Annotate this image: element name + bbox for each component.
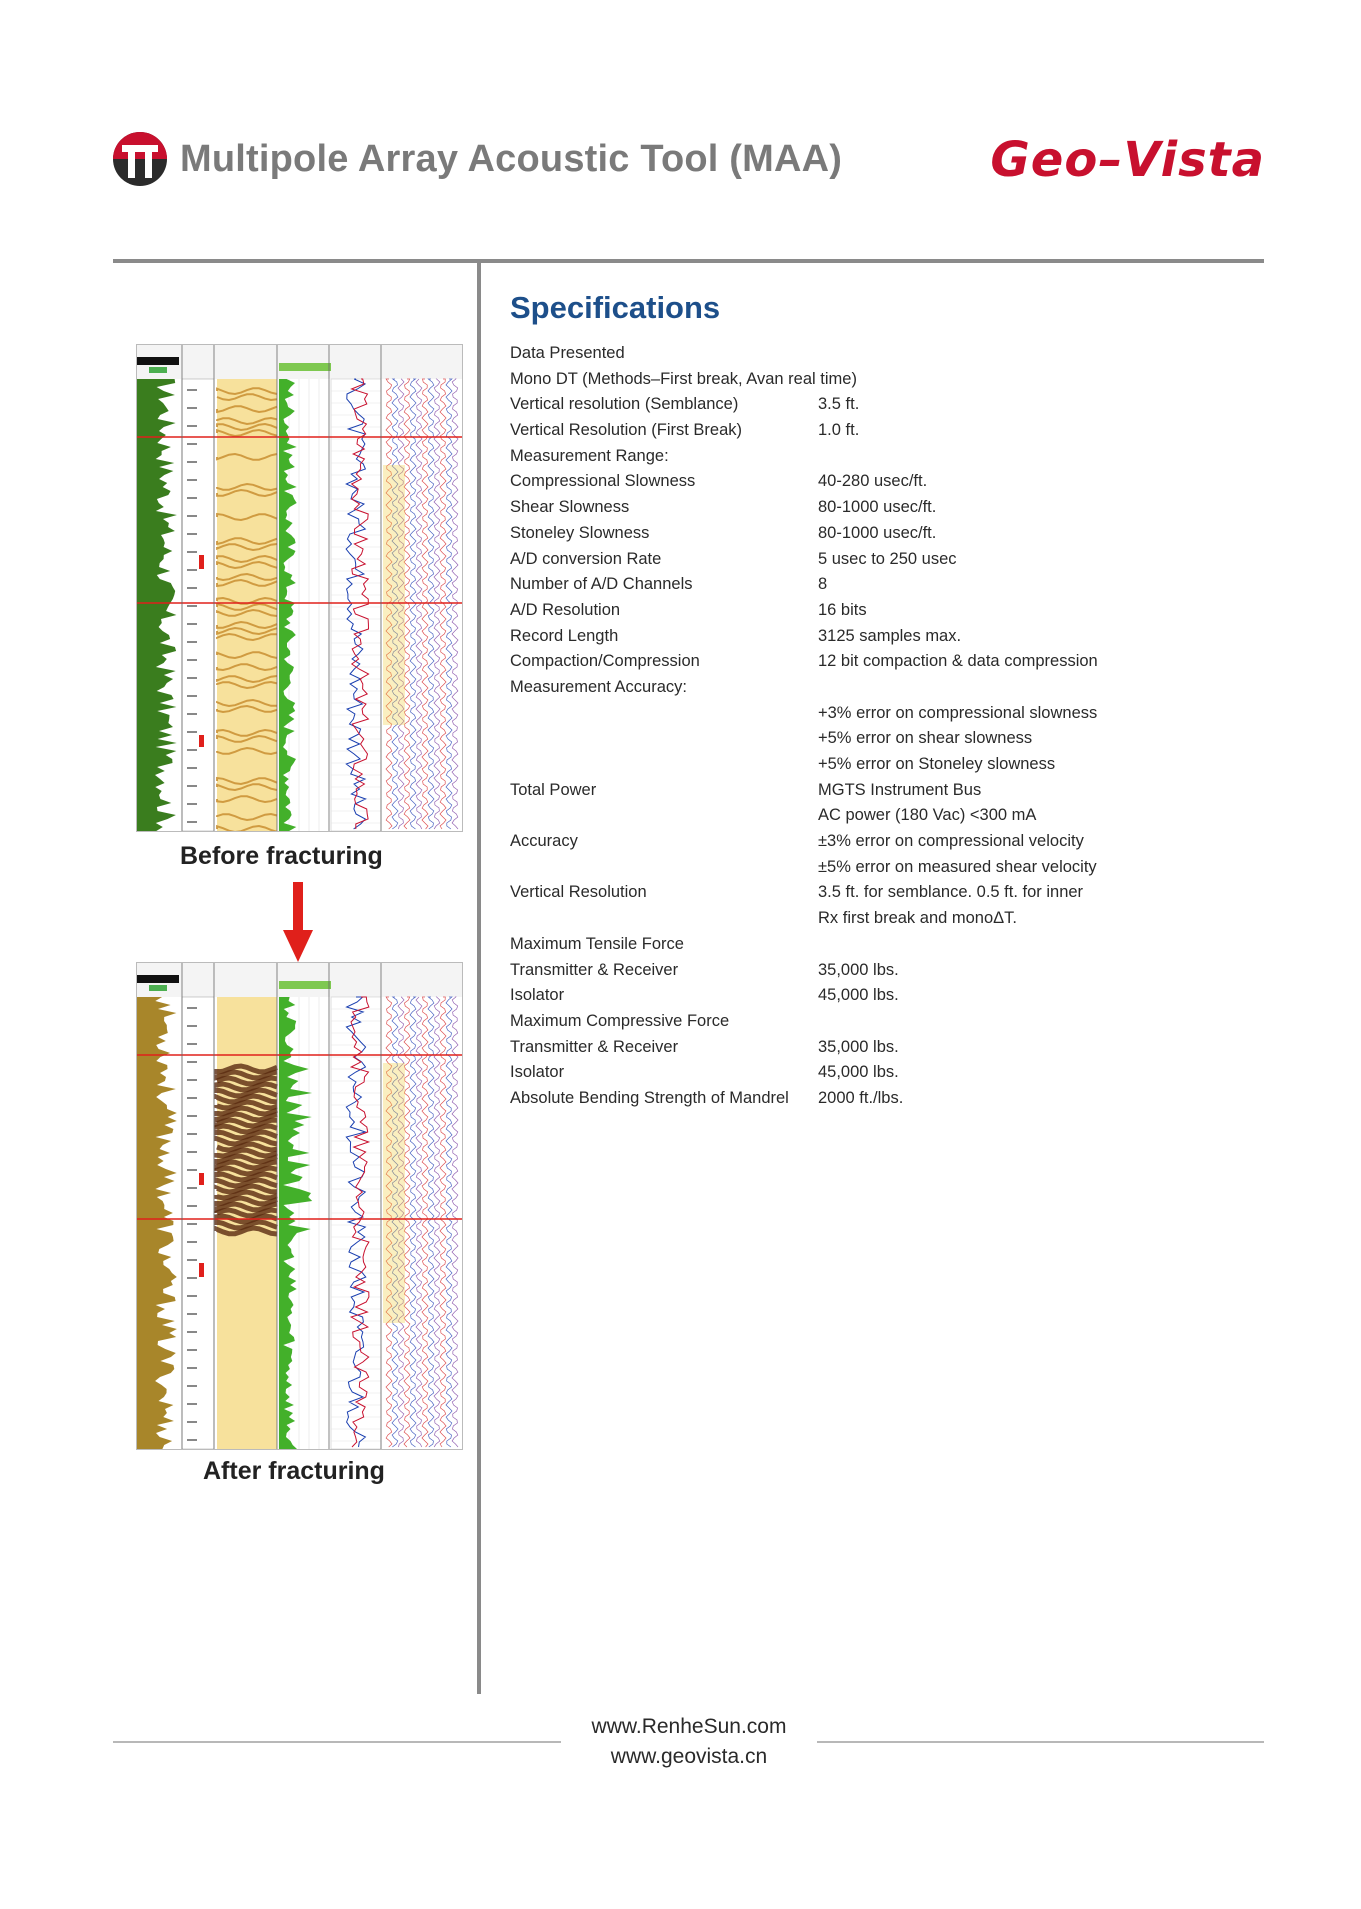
spec-label: Data Presented [510, 344, 625, 362]
spec-label: Total Power [510, 780, 597, 799]
company-logo-icon [112, 131, 168, 187]
brand-logo-text: Geo–Vista [990, 132, 1265, 188]
spec-value: 45,000 lbs. [818, 986, 899, 1005]
spec-label [510, 906, 818, 932]
spec-row [510, 1086, 1230, 1112]
before-fracturing-caption: Before fracturing [180, 842, 383, 870]
spec-label: Absolute Bending Strength of Mandrel [510, 1088, 789, 1107]
spec-row [510, 855, 1230, 881]
spec-row [510, 598, 1230, 624]
spec-label [510, 726, 818, 752]
spec-label: Shear Slowness [510, 498, 630, 517]
spec-row [510, 880, 1230, 906]
spec-label: Isolator [510, 1063, 565, 1082]
website-link-renhesun[interactable]: www.RenheSun.com [591, 1715, 787, 1738]
spec-value: +5% error on shear slowness [818, 729, 1033, 748]
spec-label [510, 752, 818, 778]
specifications-heading: Specifications [510, 290, 721, 325]
column-divider [477, 262, 481, 1694]
spec-label: Transmitter & Receiver [510, 960, 679, 979]
header-divider [113, 259, 1264, 263]
spec-label: Vertical resolution (Semblance) [510, 395, 739, 414]
specifications-table [510, 341, 1230, 1112]
spec-row [510, 803, 1230, 829]
spec-row [510, 932, 1230, 958]
spec-label: Mono DT (Methods–First break, Avan real time) [510, 369, 857, 388]
spec-row [510, 829, 1230, 855]
spec-row [510, 624, 1230, 650]
spec-row [510, 906, 1230, 932]
spec-label: Vertical Resolution (First Break) [510, 421, 742, 440]
footer-divider-right [817, 1741, 1264, 1743]
spec-row [510, 1035, 1230, 1061]
spec-label: Vertical Resolution [510, 883, 647, 902]
spec-row [510, 778, 1230, 804]
spec-row [510, 726, 1230, 752]
spec-row [510, 392, 1230, 418]
document-title: Multipole Array Acoustic Tool (MAA) [180, 138, 843, 180]
after-fracturing-caption: After fracturing [203, 1457, 385, 1485]
spec-label: A/D conversion Rate [510, 549, 662, 568]
spec-value: 3.5 ft. for semblance. 0.5 ft. for inner [818, 883, 1084, 902]
spec-row [510, 341, 1230, 367]
spec-value: 40-280 usec/ft. [818, 472, 928, 491]
spec-row [510, 752, 1230, 778]
spec-row [510, 649, 1230, 675]
spec-label: Transmitter & Receiver [510, 1037, 679, 1056]
after-fracturing-log-image [136, 962, 463, 1450]
spec-value: 35,000 lbs. [818, 960, 899, 979]
spec-value: 2000 ft./lbs. [818, 1088, 904, 1107]
spec-value: +3% error on compressional slowness [818, 703, 1098, 722]
spec-row [510, 418, 1230, 444]
spec-label: Compaction/Compression [510, 652, 700, 671]
spec-label: Stoneley Slowness [510, 523, 650, 542]
spec-value: Rx first break and monoΔT. [818, 909, 1018, 928]
spec-label: Maximum Tensile Force [510, 934, 684, 953]
spec-value: 5 usec to 250 usec [818, 549, 957, 568]
spec-label [510, 701, 818, 727]
footer [560, 1712, 818, 1772]
spec-label: Measurement Accuracy: [510, 677, 687, 696]
spec-row [510, 1009, 1230, 1035]
spec-value: MGTS Instrument Bus [818, 780, 982, 799]
spec-row [510, 958, 1230, 984]
spec-label: Record Length [510, 626, 619, 645]
spec-label [510, 855, 818, 881]
spec-value: AC power (180 Vac) <300 mA [818, 806, 1037, 825]
spec-value: 8 [818, 575, 828, 594]
spec-label: Isolator [510, 986, 565, 1005]
down-arrow-icon [283, 882, 313, 962]
spec-value: 16 bits [818, 600, 867, 619]
spec-value: ±3% error on compressional velocity [818, 832, 1084, 851]
before-fracturing-log-image [136, 344, 463, 832]
website-link-geovista[interactable]: www.geovista.cn [610, 1745, 768, 1768]
spec-label: Maximum Compressive Force [510, 1011, 730, 1030]
spec-value: ±5% error on measured shear velocity [818, 857, 1097, 876]
spec-label: Compressional Slowness [510, 472, 696, 491]
spec-row [510, 495, 1230, 521]
spec-value: 35,000 lbs. [818, 1037, 899, 1056]
spec-row [510, 1060, 1230, 1086]
spec-label: Measurement Range: [510, 446, 669, 465]
spec-row [510, 367, 1230, 393]
spec-row [510, 572, 1230, 598]
spec-row [510, 675, 1230, 701]
spec-value: 1.0 ft. [818, 421, 860, 440]
spec-value: 45,000 lbs. [818, 1063, 899, 1082]
spec-row [510, 983, 1230, 1009]
spec-row [510, 521, 1230, 547]
spec-value: 80-1000 usec/ft. [818, 498, 937, 517]
spec-value: +5% error on Stoneley slowness [818, 755, 1056, 773]
spec-label: A/D Resolution [510, 600, 621, 619]
spec-label: Accuracy [510, 832, 578, 851]
spec-value: 12 bit compaction & data compression [818, 652, 1098, 671]
spec-row [510, 469, 1230, 495]
spec-value: 3125 samples max. [818, 626, 962, 645]
spec-value: 80-1000 usec/ft. [818, 523, 937, 542]
spec-label [510, 803, 818, 829]
spec-row [510, 547, 1230, 573]
spec-row [510, 701, 1230, 727]
spec-row [510, 444, 1230, 470]
spec-label: Number of A/D Channels [510, 575, 693, 594]
footer-divider-left [113, 1741, 561, 1743]
spec-value: 3.5 ft. [818, 395, 860, 414]
